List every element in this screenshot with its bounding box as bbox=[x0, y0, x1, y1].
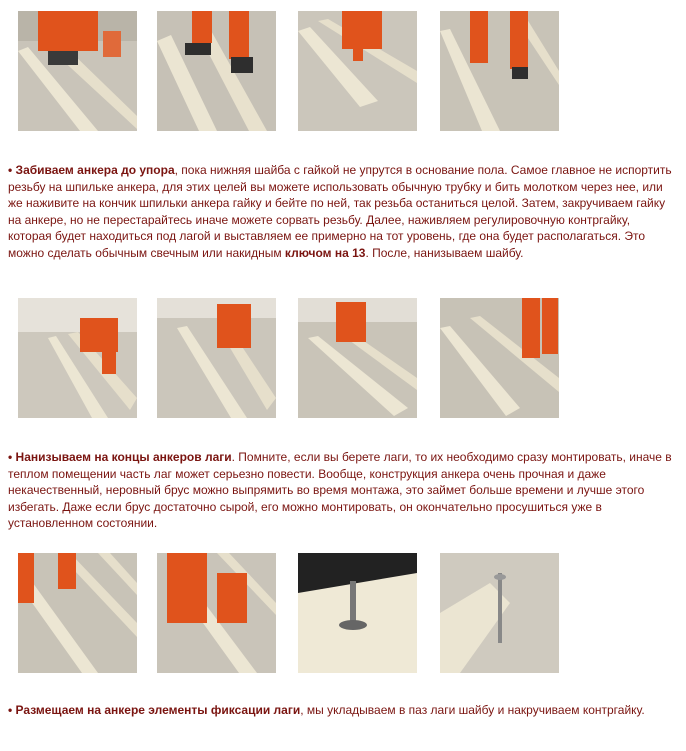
worker-fitting-joist-photo bbox=[298, 11, 417, 131]
step-text-place-joists: . Помните, если вы берете лаги, то их необходимо сразу монтировать, иначе в теплом помещении часть лаг может серьезно повести. Вообще, конструкция анкера очень прочная и даже некачественный, неровный брус можно выпрямить во время монтажа, это займет больше времени и лучше этого избегать. Даже если брус достаточно сырой, его можно монтировать, он окончательно просушиться уже в установленном состоянии. bbox=[8, 450, 672, 530]
step-title-fix-elements: Размещаем на анкере элементы фиксации лаги bbox=[15, 703, 301, 717]
worker-kneeling-anchor-photo bbox=[18, 11, 137, 131]
worker-hammering-anchor-photo bbox=[157, 11, 276, 131]
worker-leveling-joist-photo bbox=[157, 298, 276, 418]
step-text-drive-anchors: , пока нижняя шайба с гайкой не упрутся в основание пола. Самое главное не испортить резьбу на шпильке анкера, для этих целей вы можете использовать обычную трубку и бить молотком через нее, или же наживите на кончик шпильки анкера гайку и бейте по ней, так резьба останиться целой. Затем, закручиваем гайку на анкере, но не перестарайтесь иначе можете сорвать резьбу. Далее, наживляем регулировочную контргайку, которая будет находиться под лагой и выставляем ее примерно на тот уровень, где она будет располагаться. Это можно сделать обычным свечным или накидным bbox=[8, 163, 672, 260]
bullet: • bbox=[8, 450, 13, 464]
step-title-place-joists: Нанизываем на концы анкеров лаги bbox=[15, 450, 232, 464]
wrench-size-emphasis: ключом на 13 bbox=[284, 245, 366, 260]
worker-legs-joists-photo bbox=[440, 11, 559, 131]
worker-kneeling-joists-photo bbox=[157, 553, 276, 673]
worker-checking-joists-photo bbox=[298, 298, 417, 418]
bullet: • bbox=[8, 703, 13, 717]
step-title-drive-anchors: Забиваем анкера до упора bbox=[15, 163, 175, 177]
joists-row-photo bbox=[18, 553, 137, 673]
bullet: • bbox=[8, 163, 13, 177]
paragraph-fix-elements bbox=[8, 702, 674, 719]
step-text-fix-elements: , мы укладываем в паз лаги шайбу и накручиваем контргайку. bbox=[300, 703, 645, 717]
worker-standing-joists-photo bbox=[440, 298, 559, 418]
anchor-bolt-joist-end-photo bbox=[440, 553, 559, 673]
paragraph-drive-anchors bbox=[8, 162, 674, 261]
anchor-washer-closeup-photo bbox=[298, 553, 417, 673]
paragraph-place-joists bbox=[8, 449, 674, 532]
worker-placing-joist-photo bbox=[18, 298, 137, 418]
step-text-drive-anchors-end: . После, нанизываем шайбу. bbox=[365, 245, 524, 260]
